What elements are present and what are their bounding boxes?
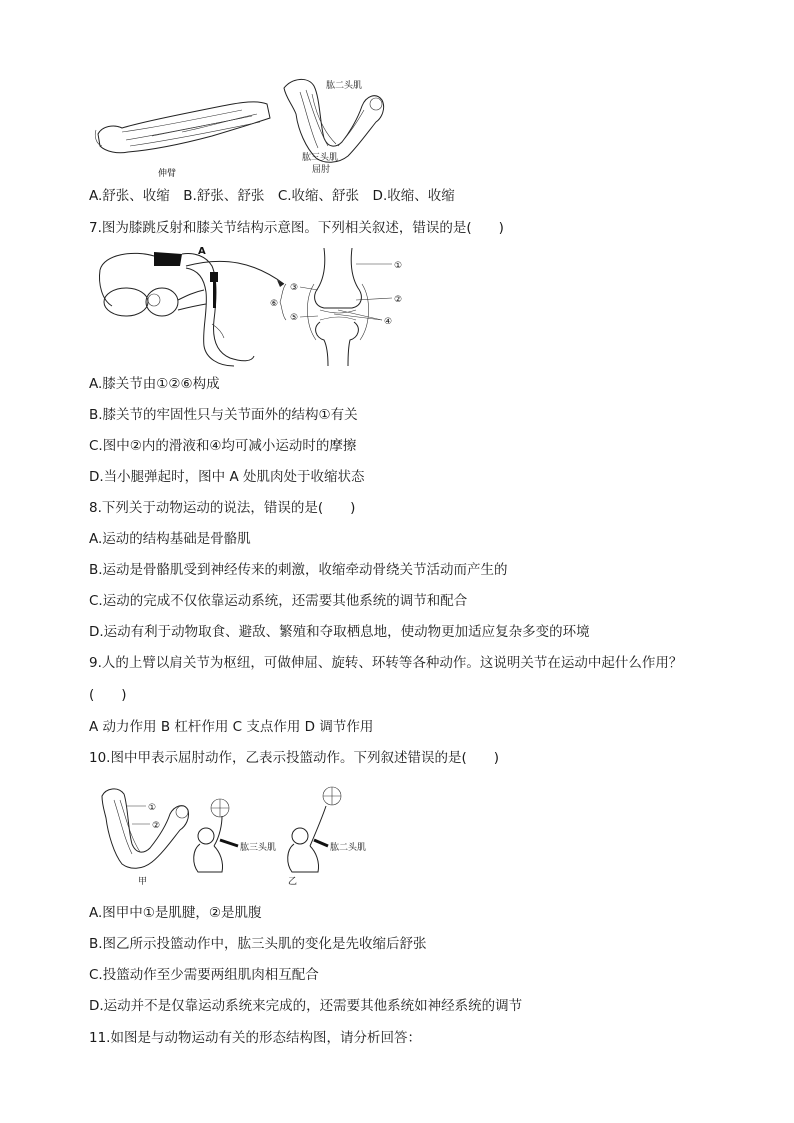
q9-options: A 动力作用 B 杠杆作用 C 支点作用 D 调节作用 xyxy=(89,719,374,735)
q11-stem: 11.如图是与动物运动有关的形态结构图，请分析回答： xyxy=(89,1030,421,1046)
flexed-arm-drawing xyxy=(284,79,384,162)
label-yi: 乙 xyxy=(288,877,298,887)
reflex-arc-drawing xyxy=(100,252,255,366)
q10-option-d: D.运动并不是仅靠运动系统来完成的，还需要其他系统如神经系统的调节 xyxy=(89,998,523,1014)
label-num-2: ② xyxy=(394,295,403,305)
throw-diagram xyxy=(96,784,396,888)
label-num-5: ⑤ xyxy=(290,313,299,323)
reflex-hammer-icon xyxy=(210,272,218,308)
knee-reflex-figure xyxy=(94,244,424,370)
label-muscle-a: A xyxy=(198,246,206,257)
q9-stem: 9.人的上臂以肩关节为枢纽，可做伸屈、旋转、环转等各种动作。这说明关节在运动中起什么作用？ xyxy=(89,655,683,671)
q7-stem: 7.图为膝跳反射和膝关节结构示意图。下列相关叙述，错误的是( ) xyxy=(89,220,504,236)
knee-joint-drawing xyxy=(307,248,368,366)
extended-arm-drawing xyxy=(95,102,270,153)
q8-option-c: C.运动的完成不仅依靠运动系统，还需要其他系统的调节和配合 xyxy=(89,593,468,609)
q8-option-d: D.运动有利于动物取食、避敌、繁殖和夺取栖息地，使动物更加适应复杂多变的环境 xyxy=(89,624,590,640)
label-jia-num-2: ② xyxy=(152,821,161,831)
label-triceps: 肱三头肌 xyxy=(302,153,339,163)
label-flexed-arm: 屈肘 xyxy=(312,165,331,175)
q9-blank: ( ) xyxy=(89,687,127,703)
q7-option-b: B.膝关节的牢固性只与关节面外的结构①有关 xyxy=(89,407,358,423)
label-triceps-yi: 肱三头肌 xyxy=(240,843,277,853)
label-jia: 甲 xyxy=(138,877,148,887)
label-num-6: ⑥ xyxy=(270,299,279,309)
q8-option-b: B.运动是骨骼肌受到神经传来的刺激，收缩牵动骨绕关节活动而产生的 xyxy=(89,562,508,578)
q7-option-a: A.膝关节由①②⑥构成 xyxy=(89,376,220,392)
jia-flexed-arm-drawing xyxy=(102,789,189,868)
label-extended-arm: 伸臂 xyxy=(158,169,177,179)
q7-option-d: D.当小腿弹起时，图中 A 处肌肉处于收缩状态 xyxy=(89,469,365,485)
q10-option-a: A.图甲中①是肌腱，②是肌腹 xyxy=(89,905,262,921)
label-jia-num-1: ① xyxy=(148,803,157,813)
muscle-a-shading xyxy=(154,252,182,266)
label-num-3: ③ xyxy=(290,283,299,293)
label-biceps-yi: 肱二头肌 xyxy=(330,843,367,853)
q6-options: A.舒张、收缩 B.舒张、舒张 C.收缩、舒张 D.收缩、收缩 xyxy=(89,188,455,204)
q7-option-c: C.图中②内的滑液和④均可减小运动时的摩擦 xyxy=(89,438,357,454)
q10-option-c: C.投篮动作至少需要两组肌肉相互配合 xyxy=(89,967,319,983)
knee-reflex-diagram xyxy=(94,244,424,370)
label-num-4: ④ xyxy=(384,317,393,327)
label-num-1: ① xyxy=(394,261,403,271)
q10-stem: 10.图中甲表示屈肘动作，乙表示投篮动作。下列叙述错误的是( ) xyxy=(89,750,500,766)
arm-muscle-diagram xyxy=(92,74,392,180)
pointer-arrow xyxy=(186,261,284,284)
q10-option-b: B.图乙所示投篮动作中，肱三头肌的变化是先收缩后舒张 xyxy=(89,936,427,952)
label-biceps: 肱二头肌 xyxy=(326,81,363,91)
arm-muscle-figure xyxy=(92,74,392,180)
throw-figure xyxy=(96,784,396,888)
q8-stem: 8.下列关于动物运动的说法，错误的是( ) xyxy=(89,500,356,516)
yi-throw-drawing-2 xyxy=(288,787,341,872)
q8-option-a: A.运动的结构基础是骨骼肌 xyxy=(89,531,251,547)
yi-throw-drawing-1 xyxy=(194,799,238,872)
